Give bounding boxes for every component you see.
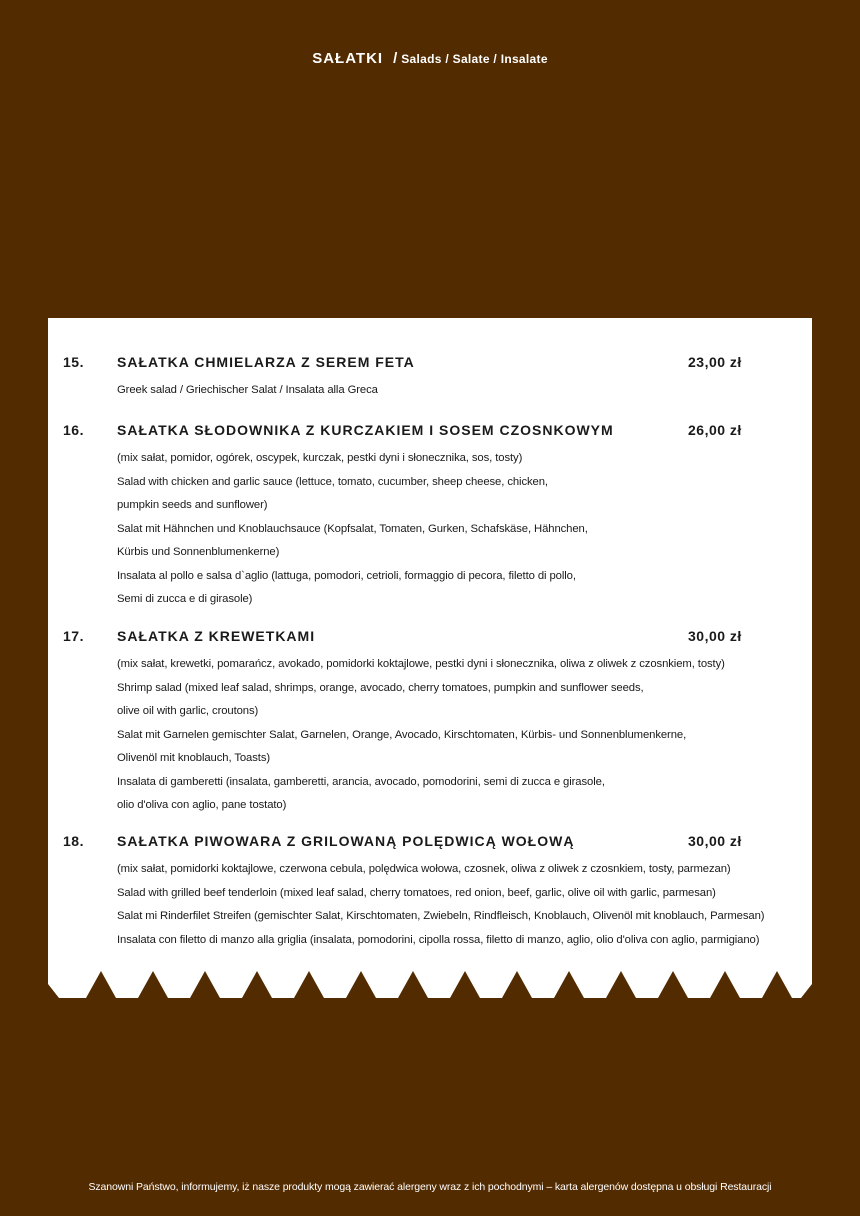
item-price: 23,00 zł (688, 354, 742, 370)
description-line: Salad with chicken and garlic sauce (lettuce, tomato, cucumber, sheep cheese, chicken, (117, 475, 548, 488)
description-line: (mix sałat, pomidorki koktajlowe, czerwona cebula, polędwica wołowa, czosnek, oliwa z oliwek z czosnkiem, tosty, parmezan) (117, 863, 731, 875)
description-line: Insalata di gamberetti (insalata, gamberetti, arancia, avocado, pomodorini, semi di zucca e girasole, (117, 775, 605, 788)
item-name: SAŁATKA Z KREWETKAMI (117, 628, 316, 644)
item-number: 17. (63, 628, 84, 644)
allergen-notice: Szanowni Państwo, informujemy, iż nasze produkty mogą zawierać alergeny wraz z ich pochodnymi – karta alergenów dostępna u obsługi Restauracji (88, 1181, 772, 1193)
description-line: (mix sałat, pomidor, ogórek, oscypek, kurczak, pestki dyni i słonecznika, sos, tosty) (117, 452, 523, 464)
item-description (117, 447, 807, 612)
item-number: 15. (63, 354, 84, 370)
item-price: 26,00 zł (688, 422, 742, 438)
menu-card (48, 318, 812, 998)
zigzag-edge (48, 971, 812, 998)
item-number: 18. (63, 833, 84, 849)
item-price: 30,00 zł (688, 833, 742, 849)
description-line: Salad with grilled beef tenderloin (mixed leaf salad, cherry tomatoes, red onion, beef, garlic, olive oil with garlic, parmesan) (117, 886, 716, 899)
description-line: Salat mit Hähnchen und Knoblauchsauce (Kopfsalat, Tomaten, Gurken, Schafskäse, Hähnchen, (117, 522, 588, 535)
page-header (0, 50, 860, 68)
item-description (117, 379, 807, 403)
item-name: SAŁATKA SŁODOWNIKA Z KURCZAKIEM I SOSEM CZOSNKOWYM (117, 422, 614, 438)
description-line: Salat mit Garnelen gemischter Salat, Garnelen, Orange, Avocado, Kirschtomaten, Kürbis- und Sonnenblumenkerne, (117, 728, 687, 741)
description-line: olive oil with garlic, croutons) (117, 705, 259, 717)
description-line: Kürbis und Sonnenblumenkerne) (117, 546, 280, 558)
item-description (117, 653, 807, 818)
item-name: SAŁATKA CHMIELARZA Z SEREM FETA (117, 354, 415, 370)
description-line: Insalata con filetto di manzo alla griglia (insalata, pomodorini, cipolla rossa, filetto di manzo, aglio, olio d'oliva con aglio, parmigiano) (117, 933, 760, 946)
item-name: SAŁATKA PIWOWARA Z GRILOWANĄ POLĘDWICĄ WOŁOWĄ (117, 833, 575, 849)
description-line: Insalata al pollo e salsa d`aglio (lattuga, pomodori, cetrioli, formaggio di pecora, filetto di pollo, (117, 569, 576, 582)
page-title: SAŁATKI (312, 50, 384, 67)
description-line: Salat mi Rinderfilet Streifen (gemischter Salat, Kirschtomaten, Zwiebeln, Rindfleisch, Knoblauch, Olivenöl mit knoblauch, Parmesan) (117, 910, 765, 922)
page-subtitle: Salads / Salate / Insalate (401, 52, 548, 66)
description-line: pumpkin seeds and sunflower) (117, 499, 268, 511)
item-price: 30,00 zł (688, 628, 742, 644)
description-line: Olivenöl mit knoblauch, Toasts) (117, 752, 271, 764)
description-line: (mix sałat, krewetki, pomarańcz, avokado, pomidorki koktajlowe, pestki dyni i słonecznika, oliwa z oliwek z czosnkiem, tosty) (117, 658, 725, 670)
description-line: olio d'oliva con aglio, pane tostato) (117, 799, 287, 811)
title-separator: / (393, 50, 398, 67)
description-line: Shrimp salad (mixed leaf salad, shrimps, orange, avocado, cherry tomatoes, pumpkin and sunflower seeds, (117, 681, 644, 694)
item-number: 16. (63, 422, 84, 438)
description-line: Semi di zucca e di girasole) (117, 593, 253, 605)
item-description (117, 858, 807, 952)
description-line: Greek salad / Griechischer Salat / Insalata alla Greca (117, 384, 378, 396)
